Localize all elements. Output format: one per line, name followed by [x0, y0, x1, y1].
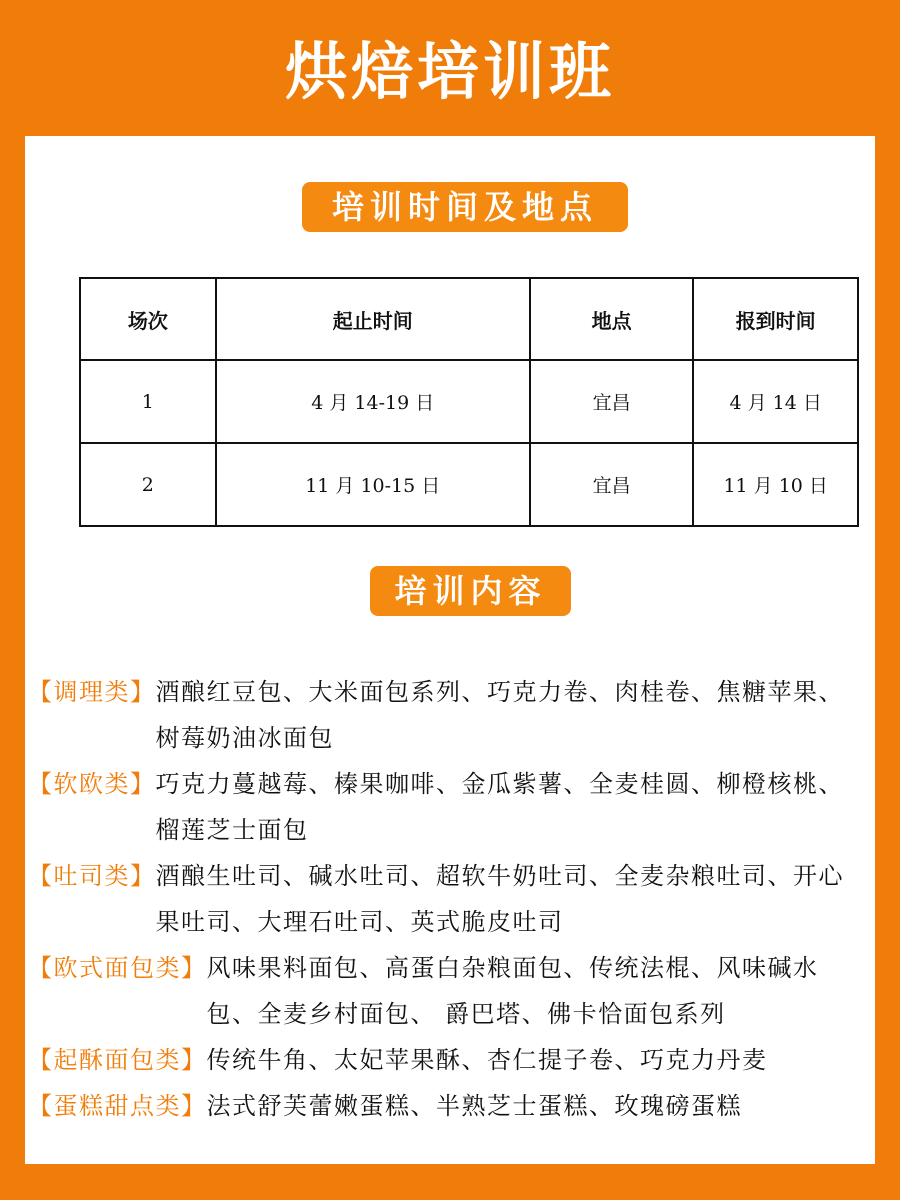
page-title: 烘焙培训班: [284, 35, 615, 108]
category-name: 【起酥面包类】: [28, 1046, 207, 1074]
category-name: 【调理类】: [28, 678, 156, 706]
list-item: [25, 853, 875, 945]
category-name: 【吐司类】: [28, 862, 156, 890]
header-session: 场次: [80, 278, 216, 360]
category-name: 【欧式面包类】: [28, 954, 207, 982]
category-items: 传统牛角、太妃苹果酥、杏仁提子卷、巧克力丹麦: [206, 1046, 768, 1074]
header-checkin: 报到时间: [693, 278, 858, 360]
header-dates: 起止时间: [216, 278, 530, 360]
schedule-section-label: 培训时间及地点: [302, 182, 628, 232]
list-item: [25, 1083, 875, 1129]
list-item: [25, 761, 875, 853]
cell-dates: 11 月 10-15 日: [216, 443, 530, 526]
category-items: 酒酿生吐司、碱水吐司、超软牛奶吐司、全麦杂粮吐司、开心果吐司、大理石吐司、英式脆皮吐司: [155, 862, 844, 936]
list-item: [25, 669, 875, 761]
header-location: 地点: [530, 278, 694, 360]
category-name: 【蛋糕甜点类】: [28, 1092, 207, 1120]
category-items: 巧克力蔓越莓、榛果咖啡、金瓜紫薯、全麦桂圆、柳橙核桃、榴莲芝士面包: [155, 770, 844, 844]
category-items: 法式舒芙蕾嫩蛋糕、半熟芝士蛋糕、玫瑰磅蛋糕: [206, 1092, 742, 1120]
cell-session: 2: [80, 443, 216, 526]
table-row: [80, 360, 858, 443]
table-row: [80, 443, 858, 526]
schedule-table: [79, 277, 859, 527]
table-header-row: [80, 278, 858, 360]
content-section-label: 培训内容: [370, 566, 571, 616]
content-panel: [25, 136, 875, 1164]
cell-checkin: 4 月 14 日: [693, 360, 858, 443]
category-items: 风味果料面包、高蛋白杂粮面包、传统法棍、风味碱水包、全麦乡村面包、 爵巴塔、佛卡恰面包系列: [206, 954, 819, 1028]
cell-dates: 4 月 14-19 日: [216, 360, 530, 443]
course-content-list: [25, 669, 875, 1129]
list-item: [25, 945, 875, 1037]
cell-location: 宜昌: [530, 360, 694, 443]
cell-checkin: 11 月 10 日: [693, 443, 858, 526]
category-items: 酒酿红豆包、大米面包系列、巧克力卷、肉桂卷、焦糖苹果、树莓奶油冰面包: [155, 678, 844, 752]
cell-location: 宜昌: [530, 443, 694, 526]
category-name: 【软欧类】: [28, 770, 156, 798]
list-item: [25, 1037, 875, 1083]
cell-session: 1: [80, 360, 216, 443]
